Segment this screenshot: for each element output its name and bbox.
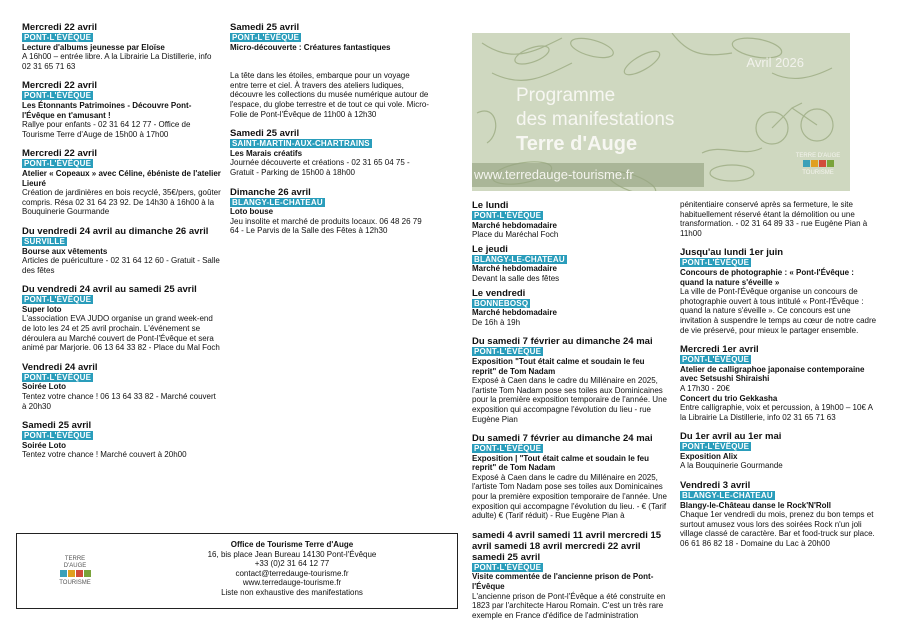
- event-text: Création de jardinières en bois recyclé, 35€/pers, goûter compris. Résa 02 31 64 23 92. De 14h30 à 16h00 à la Bouquinerie Gourmande: [22, 188, 221, 217]
- event-date: Vendredi 3 avril: [680, 480, 751, 492]
- logo-square-icon: [827, 160, 834, 167]
- event-date: Samedi 25 avril: [22, 420, 92, 432]
- logo-square-icon: [84, 570, 91, 577]
- event-title: Exposition "Tout était calme et soudain le feu reprit" de Tom Nadam: [472, 356, 645, 376]
- event-date: Samedi 25 avril: [230, 22, 300, 33]
- event-date: Jusqu'au lundi 1er juin: [680, 247, 784, 259]
- event-date: Le lundi: [472, 200, 509, 211]
- footer-website[interactable]: www.terredauge-tourisme.fr: [242, 578, 342, 587]
- event-title: Visite commentée de l'ancienne prison de Pont-l'Évêque: [472, 572, 654, 592]
- event-item: [22, 148, 222, 217]
- event-place: PONT-L'ÉVÊQUE: [682, 442, 750, 452]
- event-continued-text: pénitentiaire conservé après sa fermeture, le site habituellement réservé étant la démolition ou une transformation. - 02 31 64 89 33 - rue Eugène Pian à 11h00: [680, 200, 868, 238]
- footer-logo: [53, 556, 97, 587]
- event-place: SURVILLE: [24, 236, 66, 246]
- event-text: Exposé à Caen dans le cadre du Millénaire en 2025, l'artiste Tom Nadam pose ses toiles aux Dominicaines pour la première exposition temporaire de l'année. Une exposition qui accompagne l'évolution du lieu. - € (Tarif adulte) € (Tarif réduit) - Rue Eugène Pian à: [472, 472, 667, 521]
- event-date: Dimanche 26 avril: [230, 186, 311, 198]
- footer-note: Liste non exhaustive des manifestations: [221, 587, 363, 597]
- logo-line1: TERRE D'AUGE: [795, 153, 841, 159]
- event-place: PONT-L'ÉVÊQUE: [24, 91, 92, 101]
- event-item: [230, 128, 430, 177]
- event-date: Le vendredi: [472, 287, 526, 299]
- event-place: PONT-L'ÉVÊQUE: [474, 444, 542, 454]
- office-footer: [16, 533, 458, 609]
- event-text: Tentez votre chance ! Marché couvert à 20h00: [22, 450, 187, 460]
- event-title: Bourse aux vêtements: [22, 246, 108, 256]
- column-2: [230, 22, 430, 245]
- event-place: PONT-L'ÉVÊQUE: [24, 159, 92, 169]
- event-text-secondary: Entre calligraphie, voix et percussion, à 19h00 – 10€ A la Librairie La Distillerie, info 02 31 65 71 63: [680, 403, 873, 422]
- event-title: Loto bouse: [230, 207, 274, 217]
- event-title: Exposition Alix: [680, 451, 738, 461]
- banner-url-link[interactable]: www.terredauge-tourisme.fr: [472, 163, 704, 187]
- event-text: La ville de Pont-l'Évêque organise un concours de photographie ouvert à tous intitulé « Pont-l'Évêque : quand la nature s'éveille ». Ce concours est une invitation à suspendre le temps au cœur de notre cadre de vie préservé, pour mieux le partager ensemble.: [680, 287, 877, 335]
- event-title: Les Marais créatifs: [230, 148, 303, 158]
- logo-square-icon: [60, 570, 67, 577]
- event-title: Marché hebdomadaire: [472, 264, 557, 274]
- event-text: Tentez votre chance ! 06 13 64 33 82 - Marché couvert à 20h30: [22, 392, 216, 411]
- event-place: PONT-L'ÉVÊQUE: [24, 431, 92, 441]
- event-place: PONT-L'ÉVÊQUE: [24, 295, 92, 305]
- event-text: Journée découverte et créations - 02 31 65 04 75 - Gratuit - Parking de 15h00 à 18h00: [230, 158, 410, 177]
- logo-line2: TOURISME: [802, 170, 834, 176]
- event-place: BLANGY-LE-CHATEAU: [682, 491, 773, 501]
- event-place: PONT-L'ÉVÊQUE: [474, 562, 542, 572]
- event-item: [680, 344, 880, 422]
- logo-square-icon: [68, 570, 75, 577]
- event-text: Chaque 1er vendredi du mois, prenez du bon temps et surtout amusez vous lors des soirées Rock n'un joli village classé de caractère. Bar et food-truck sur place. 06 61 86 82 18 - Domaine du Lac à 20h00: [680, 510, 875, 549]
- event-date: Mercredi 22 avril: [22, 148, 97, 160]
- event-item: [472, 288, 667, 328]
- header-banner: [472, 33, 850, 191]
- event-item: [230, 187, 430, 236]
- banner-title-line2: des manifestations: [516, 109, 675, 130]
- logo-square-icon: [811, 160, 818, 167]
- event-date: Du samedi 7 février au dimanche 24 mai: [472, 336, 653, 348]
- banner-title-line1: Programme: [516, 85, 616, 106]
- event-date: Mercredi 22 avril: [22, 80, 97, 92]
- event-item: [680, 431, 880, 471]
- event-title: Atelier de calligraphoe japonaise contemporaine avec Setsushi Shiraishi: [680, 364, 865, 384]
- event-date: Du vendredi 24 avril au samedi 25 avril: [22, 284, 197, 296]
- event-text: De 16h à 19h: [472, 317, 521, 327]
- event-title: Lecture d'albums jeunesse par Eloïse: [22, 42, 165, 52]
- banner-month: Avril 2026: [746, 55, 804, 70]
- column-3: [472, 200, 667, 629]
- logo-line2: TOURISME: [59, 580, 91, 586]
- event-title: Super loto: [22, 304, 62, 314]
- banner-logo: [790, 153, 846, 177]
- logo-icons: [53, 570, 97, 580]
- footer-lines: [127, 540, 457, 597]
- event-place: PONT-L'ÉVÊQUE: [474, 211, 542, 220]
- event-item: [22, 362, 222, 411]
- footer-title: Office de Tourisme Terre d'Auge: [230, 540, 354, 549]
- event-title: Blangy-le-Château danse le Rock'N'Roll: [680, 500, 831, 510]
- footer-email[interactable]: contact@terredauge-tourisme.fr: [235, 568, 349, 578]
- event-place: PONT-L'ÉVÊQUE: [24, 372, 92, 382]
- event-item: [472, 244, 667, 284]
- event-date: Vendredi 24 avril: [22, 361, 98, 373]
- event-title: Marché hebdomadaire: [472, 220, 557, 230]
- event-date: samedi 4 avril samedi 11 avril mercredi 15 avril samedi 18 avril mercredi 22 avril samedi 25 avril: [472, 529, 662, 563]
- event-item: [472, 336, 667, 424]
- logo-icons: [790, 160, 846, 170]
- event-title: Les Étonnants Patrimoines - Découvre Pont-l'Évêque en t'amusant !: [22, 100, 192, 120]
- event-title: Micro-découverte : Créatures fantastiques: [230, 42, 391, 52]
- event-item: [680, 480, 880, 549]
- event-text: L'association EVA JUDO organise un grand week-end de loto les 24 et 25 avril prochain. L'événement se déroulera au Marché couvert de Pont-l'Évêque et sera animé par Marjorie. 06 13 64 33 82 - Place du Mal Foch: [22, 314, 220, 353]
- event-title: Soirée Loto: [22, 382, 67, 392]
- event-title: Marché hebdomadaire: [472, 308, 557, 318]
- event-title: Concours de photographie : « Pont-l'Évêque : quand la nature s'éveille »: [680, 267, 854, 287]
- footer-address: 16, bis place Jean Bureau 14130 Pont-l'Évêque: [207, 549, 377, 559]
- banner-title-line3: Terre d'Auge: [516, 133, 638, 155]
- event-item: [22, 284, 222, 353]
- event-date: Du vendredi 24 avril au dimanche 26 avril: [22, 225, 209, 237]
- event-text: A 16h00 – entrée libre. A la Librairie La Distillerie, info 02 31 65 71 63: [22, 52, 212, 71]
- event-date: Du 1er avril au 1er mai: [680, 431, 782, 443]
- event-text: La tête dans les étoiles, embarque pour un voyage entre terre et ciel. À travers des ateliers ludiques, découvre les collections du musée numérique autour de l'espace, du globe terrestre et de tout ce qui vole. Micro-Folie de Pont-l'Évêque de 11h00 à 12h30: [230, 71, 429, 119]
- event-title: Exposition | "Tout était calme et soudain le feu reprit" de Tom Nadam: [472, 453, 650, 473]
- event-date: Mercredi 22 avril: [22, 22, 97, 33]
- column-4: [680, 200, 880, 558]
- column-1: [22, 22, 222, 469]
- event-place: PONT-L'ÉVÊQUE: [232, 33, 300, 42]
- event-item: [680, 247, 880, 335]
- event-title-secondary: Concert du trio Gekkasha: [680, 393, 778, 403]
- event-place: BLANGY-LE-CHATEAU: [474, 254, 565, 264]
- event-date: Samedi 25 avril: [230, 128, 300, 140]
- event-place: PONT-L'ÉVÊQUE: [682, 355, 750, 365]
- event-title: Soirée Loto: [22, 440, 67, 450]
- event-text: Devant la salle des fêtes: [472, 273, 560, 283]
- event-place: BLANGY-LE-CHATEAU: [232, 197, 323, 207]
- event-item: [472, 530, 667, 621]
- event-date: Le jeudi: [472, 243, 508, 255]
- logo-square-icon: [803, 160, 810, 167]
- event-place: PONT-L'ÉVÊQUE: [474, 347, 542, 357]
- event-text: A 17h30 - 20€: [680, 383, 730, 393]
- logo-line1: TERRE D'AUGE: [63, 556, 87, 569]
- logo-square-icon: [76, 570, 83, 577]
- event-item: [22, 420, 222, 460]
- event-item: [22, 80, 222, 139]
- event-place: PONT-L'ÉVÊQUE: [24, 33, 92, 42]
- event-place: PONT-L'ÉVÊQUE: [682, 258, 750, 268]
- event-text: Articles de puériculture - 02 31 64 12 60 - Gratuit - Salle des fêtes: [22, 256, 220, 275]
- event-place: BONNEBOSQ: [474, 298, 529, 308]
- event-item: [472, 200, 667, 240]
- event-place: SAINT-MARTIN-AUX-CHARTRAINS: [232, 139, 370, 149]
- event-item: [22, 22, 222, 71]
- event-text: A la Bouquinerie Gourmande: [680, 461, 783, 471]
- event-item: [472, 433, 667, 521]
- event-text: Place du Maréchal Foch: [472, 230, 559, 240]
- event-title: Atelier « Copeaux » avec Céline, ébéniste de l'atelier Lieuré: [22, 168, 221, 188]
- logo-square-icon: [819, 160, 826, 167]
- event-date: Du samedi 7 février au dimanche 24 mai: [472, 433, 653, 445]
- event-item: [22, 226, 222, 275]
- event-date: Mercredi 1er avril: [680, 344, 759, 356]
- footer-phone: +33 (0)2 31 64 12 77: [254, 559, 330, 568]
- event-text: L'ancienne prison de Pont-l'Évêque a été construite en 1823 par l'architecte Harou Romain. C'est un très rare exemple en France d'édifice de l'administration: [472, 591, 666, 620]
- event-text: Exposé à Caen dans le cadre du Millénaire en 2025, l'artiste Tom Nadam pose ses toiles aux Dominicaines pour la première exposition temporaire de l'année. Une exposition qui accompagne l'évolution du lieu - rue Eugène Pian: [472, 376, 667, 424]
- event-text: Rallye pour enfants - 02 31 64 12 77 - Office de Tourisme Terre d'Auge de 15h00 à 17h00: [22, 120, 191, 139]
- event-text: Jeu insolite et marché de produits locaux. 06 48 26 79 64 - Le Parvis de la Salle des Fêtes à 12h30: [230, 216, 422, 236]
- event-item: [230, 22, 430, 119]
